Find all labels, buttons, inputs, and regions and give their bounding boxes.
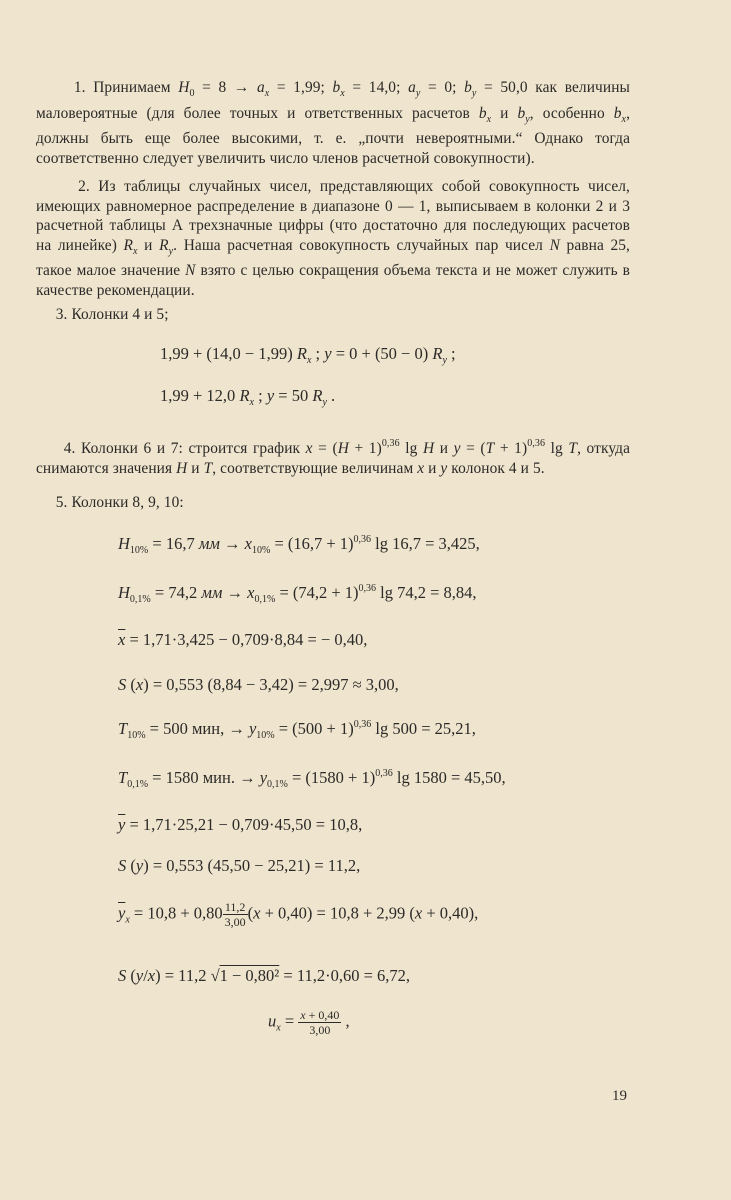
equation-2: 1,99 + 12,0 $R_x$ ; y = 50 $R_y$ . — [160, 386, 336, 408]
equation-6: S (x) = 0,553 (8,84 − 3,42) = 2,997 ≈ 3,00, — [118, 675, 399, 694]
equation-8: $T_{0,1\%} = 1580$ мин. → $y_{0,1\%} = (1580 + 1)^{0,36}$ lg 1580 = 45,50, — [118, 768, 506, 790]
equation-12: S (y/x) = 11,2 √1 − 0,80² = 11,2·0,60 = 6,72, — [118, 966, 411, 985]
paragraph-3: 3. Колонки 4 и 5; — [55, 306, 169, 323]
equation-3: $H_{10\%} = 16,7$ мм → $x_{10\%} = (16,7 + 1)^{0,36}$ lg 16,7 = 3,425, — [118, 534, 480, 556]
equation-1: 1,99 + (14,0 − 1,99) $R_x$ ; y = 0 + (50 − 0) $R_y$ ; — [160, 344, 456, 366]
paragraph-2: 2. Из таблицы случайных чисел, представляющих собой совокупность чисел, имеющих равномерное распределение в диапазоне 0 — 1, выписываем в колонки 2 и 3 расчетной таблицы А трехзначные цифры (что достаточно для последующих расчетов на линейке) $R_x$ и $R_y$. Наша расчетная совокупность случайных пар чисел N равна 25, такое малое значение N взято с целью сокращения объема текста и не может служить в качестве рекомендации. — [36, 178, 631, 299]
equation-5: $\overline{x} = 1,71\cdot 3,425 - 0,709\cdot 8,84$ = − 0,40, — [118, 630, 368, 649]
equation-10: S (y) = 0,553 (45,50 − 25,21) = 11,2, — [118, 856, 361, 875]
paragraph-1: 1. Принимаем $H_0 = 8 \to a_x = 1,99$; $b_x = 14,0$; $a_y = 0$; $b_y = 50,0$ как величины маловероятные (для более точных и ответственных расчетов $b_x$ и $b_y$, особенно $b_x$, должны быть еще более высокими, т. е. „почти невероятными.“ Однако тогда соответственно следует увеличить число членов расчетной совокупности). — [36, 79, 631, 167]
page-number: 19 — [612, 1088, 627, 1104]
equation-13: $u_x$ = $\frac{x + 0,40}{3,00}$ , — [268, 1008, 350, 1037]
paragraph-4: 4. Колонки 6 и 7: строится график $x = (H + 1)^{0,36}$ lg H и $y = (T + 1)^{0,36}$ lg T, откуда снимаются значения H и T, соответствующие величинам x и y колонок 4 и 5. — [36, 438, 631, 477]
equation-7: $T_{10\%} = 500$ мин, → $y_{10\%} = (500 + 1)^{0,36}$ lg 500 = 25,21, — [118, 719, 476, 741]
equation-4: $H_{0,1\%} = 74,2$ мм → $x_{0,1\%} = (74,2 + 1)^{0,36}$ lg 74,2 = 8,84, — [118, 583, 477, 605]
equation-9: $\overline{y} = 1,71\cdot 25,21 - 0,709\cdot 45,50 = 10,8$, — [118, 815, 363, 834]
equation-11: $\overline{y}_x = 10,8 + 0,80$ $\frac{11,2}{3,00}$ (x + 0,40) = 10,8 + 2,99 (x + 0,40), — [118, 900, 479, 929]
paragraph-5: 5. Колонки 8, 9, 10: — [55, 494, 184, 511]
